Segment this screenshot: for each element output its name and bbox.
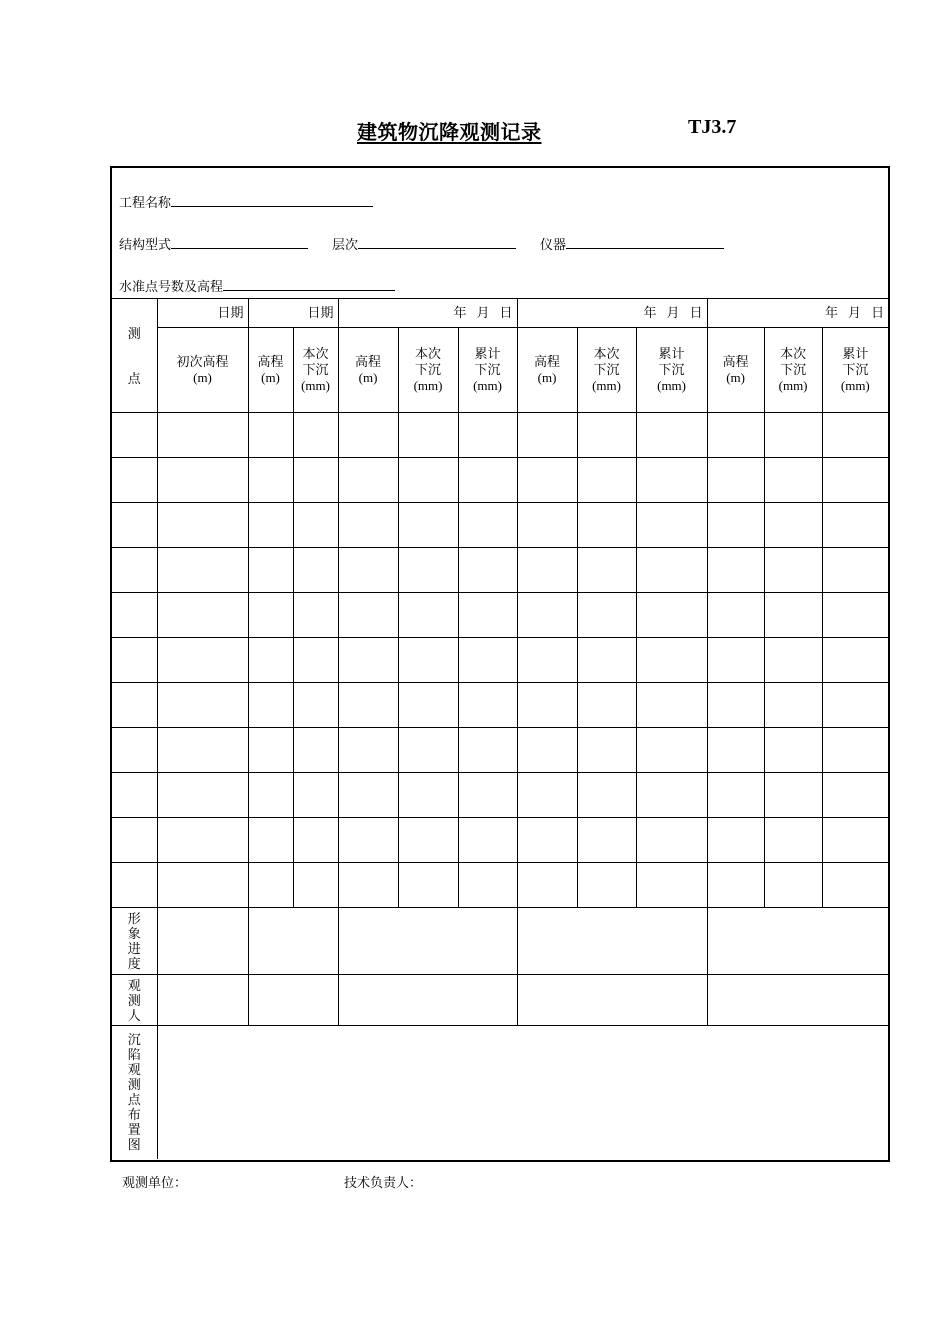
current-settlement-header-2: 本次 下沉 (mm) [398,328,458,413]
elevation-header-4: 高程 (m) [707,328,764,413]
observer-cell-4[interactable] [707,975,888,1026]
progress-cell-2[interactable] [338,908,517,975]
elevation-header-2: 高程 (m) [338,328,398,413]
structure-field[interactable] [171,236,308,249]
progress-cell-4[interactable] [707,908,888,975]
elevation-header-3: 高程 (m) [517,328,577,413]
cumulative-settlement-header-3: 累计 下沉 (mm) [636,328,707,413]
project-name-label: 工程名称 [119,195,172,210]
point-header-top: 测 [127,325,141,341]
elevation-header-1: 高程 (m) [248,328,293,413]
progress-label: 形 象 进 度 [112,908,157,975]
observer-cell-2[interactable] [338,975,517,1026]
table-row[interactable] [112,413,888,458]
current-settlement-header-1: 本次 下沉 (mm) [293,328,338,413]
column-header-row [112,328,888,413]
layout-label: 沉 陷 观 测 点 布 置 图 [112,1026,157,1159]
benchmark-field[interactable] [223,278,395,291]
observer-row [112,975,888,1026]
cumulative-settlement-header-4: 累计 下沉 (mm) [822,328,888,413]
form-frame [110,166,890,1162]
table-row[interactable] [112,548,888,593]
table-row[interactable] [112,728,888,773]
progress-cell-3[interactable] [517,908,707,975]
tech-lead-label: 技术负责人： [344,1175,423,1190]
progress-row [112,908,888,975]
floor-field[interactable] [358,236,516,249]
structure-line [119,234,724,253]
layout-row [112,1026,888,1159]
project-name-line [119,192,373,211]
structure-label: 结构型式 [119,237,172,252]
date-cell-4: 年 月 日 [707,299,888,328]
project-name-field[interactable] [171,194,373,207]
initial-elevation-header: 初次高程 (m) [157,328,248,413]
date-row [112,299,888,328]
settlement-table [112,298,888,1159]
layout-drawing-area[interactable] [157,1026,888,1159]
progress-cell-initial[interactable] [157,908,248,975]
table-row[interactable] [112,863,888,908]
date-cell-initial: 日期 [157,299,248,328]
table-row[interactable] [112,683,888,728]
table-row[interactable] [112,503,888,548]
benchmark-label: 水准点号数及高程 [119,279,224,294]
observer-label: 观 测 人 [112,975,157,1026]
date-cell-3: 年 月 日 [517,299,707,328]
cumulative-settlement-header-2: 累计 下沉 (mm) [458,328,517,413]
current-settlement-header-4: 本次 下沉 (mm) [764,328,822,413]
instrument-label: 仪器 [540,237,567,252]
instrument-field[interactable] [566,236,724,249]
date-cell-1: 日期 [248,299,338,328]
observer-cell-3[interactable] [517,975,707,1026]
observation-unit-label: 观测单位： [122,1175,188,1190]
table-row[interactable] [112,773,888,818]
form-code: TJ3.7 [688,116,737,138]
date-cell-2: 年 月 日 [338,299,517,328]
benchmark-line [119,276,395,295]
page-title: 建筑物沉降观测记录 [357,122,542,144]
table-row[interactable] [112,638,888,683]
table-row[interactable] [112,818,888,863]
current-settlement-header-3: 本次 下沉 (mm) [577,328,636,413]
info-section [112,168,888,298]
observer-cell-initial[interactable] [157,975,248,1026]
point-header [112,299,157,413]
point-header-bottom: 点 [127,370,141,386]
floor-label: 层次 [332,237,359,252]
table-row[interactable] [112,593,888,638]
title-row [0,116,950,144]
progress-cell-1[interactable] [248,908,338,975]
table-row[interactable] [112,458,888,503]
observer-cell-1[interactable] [248,975,338,1026]
